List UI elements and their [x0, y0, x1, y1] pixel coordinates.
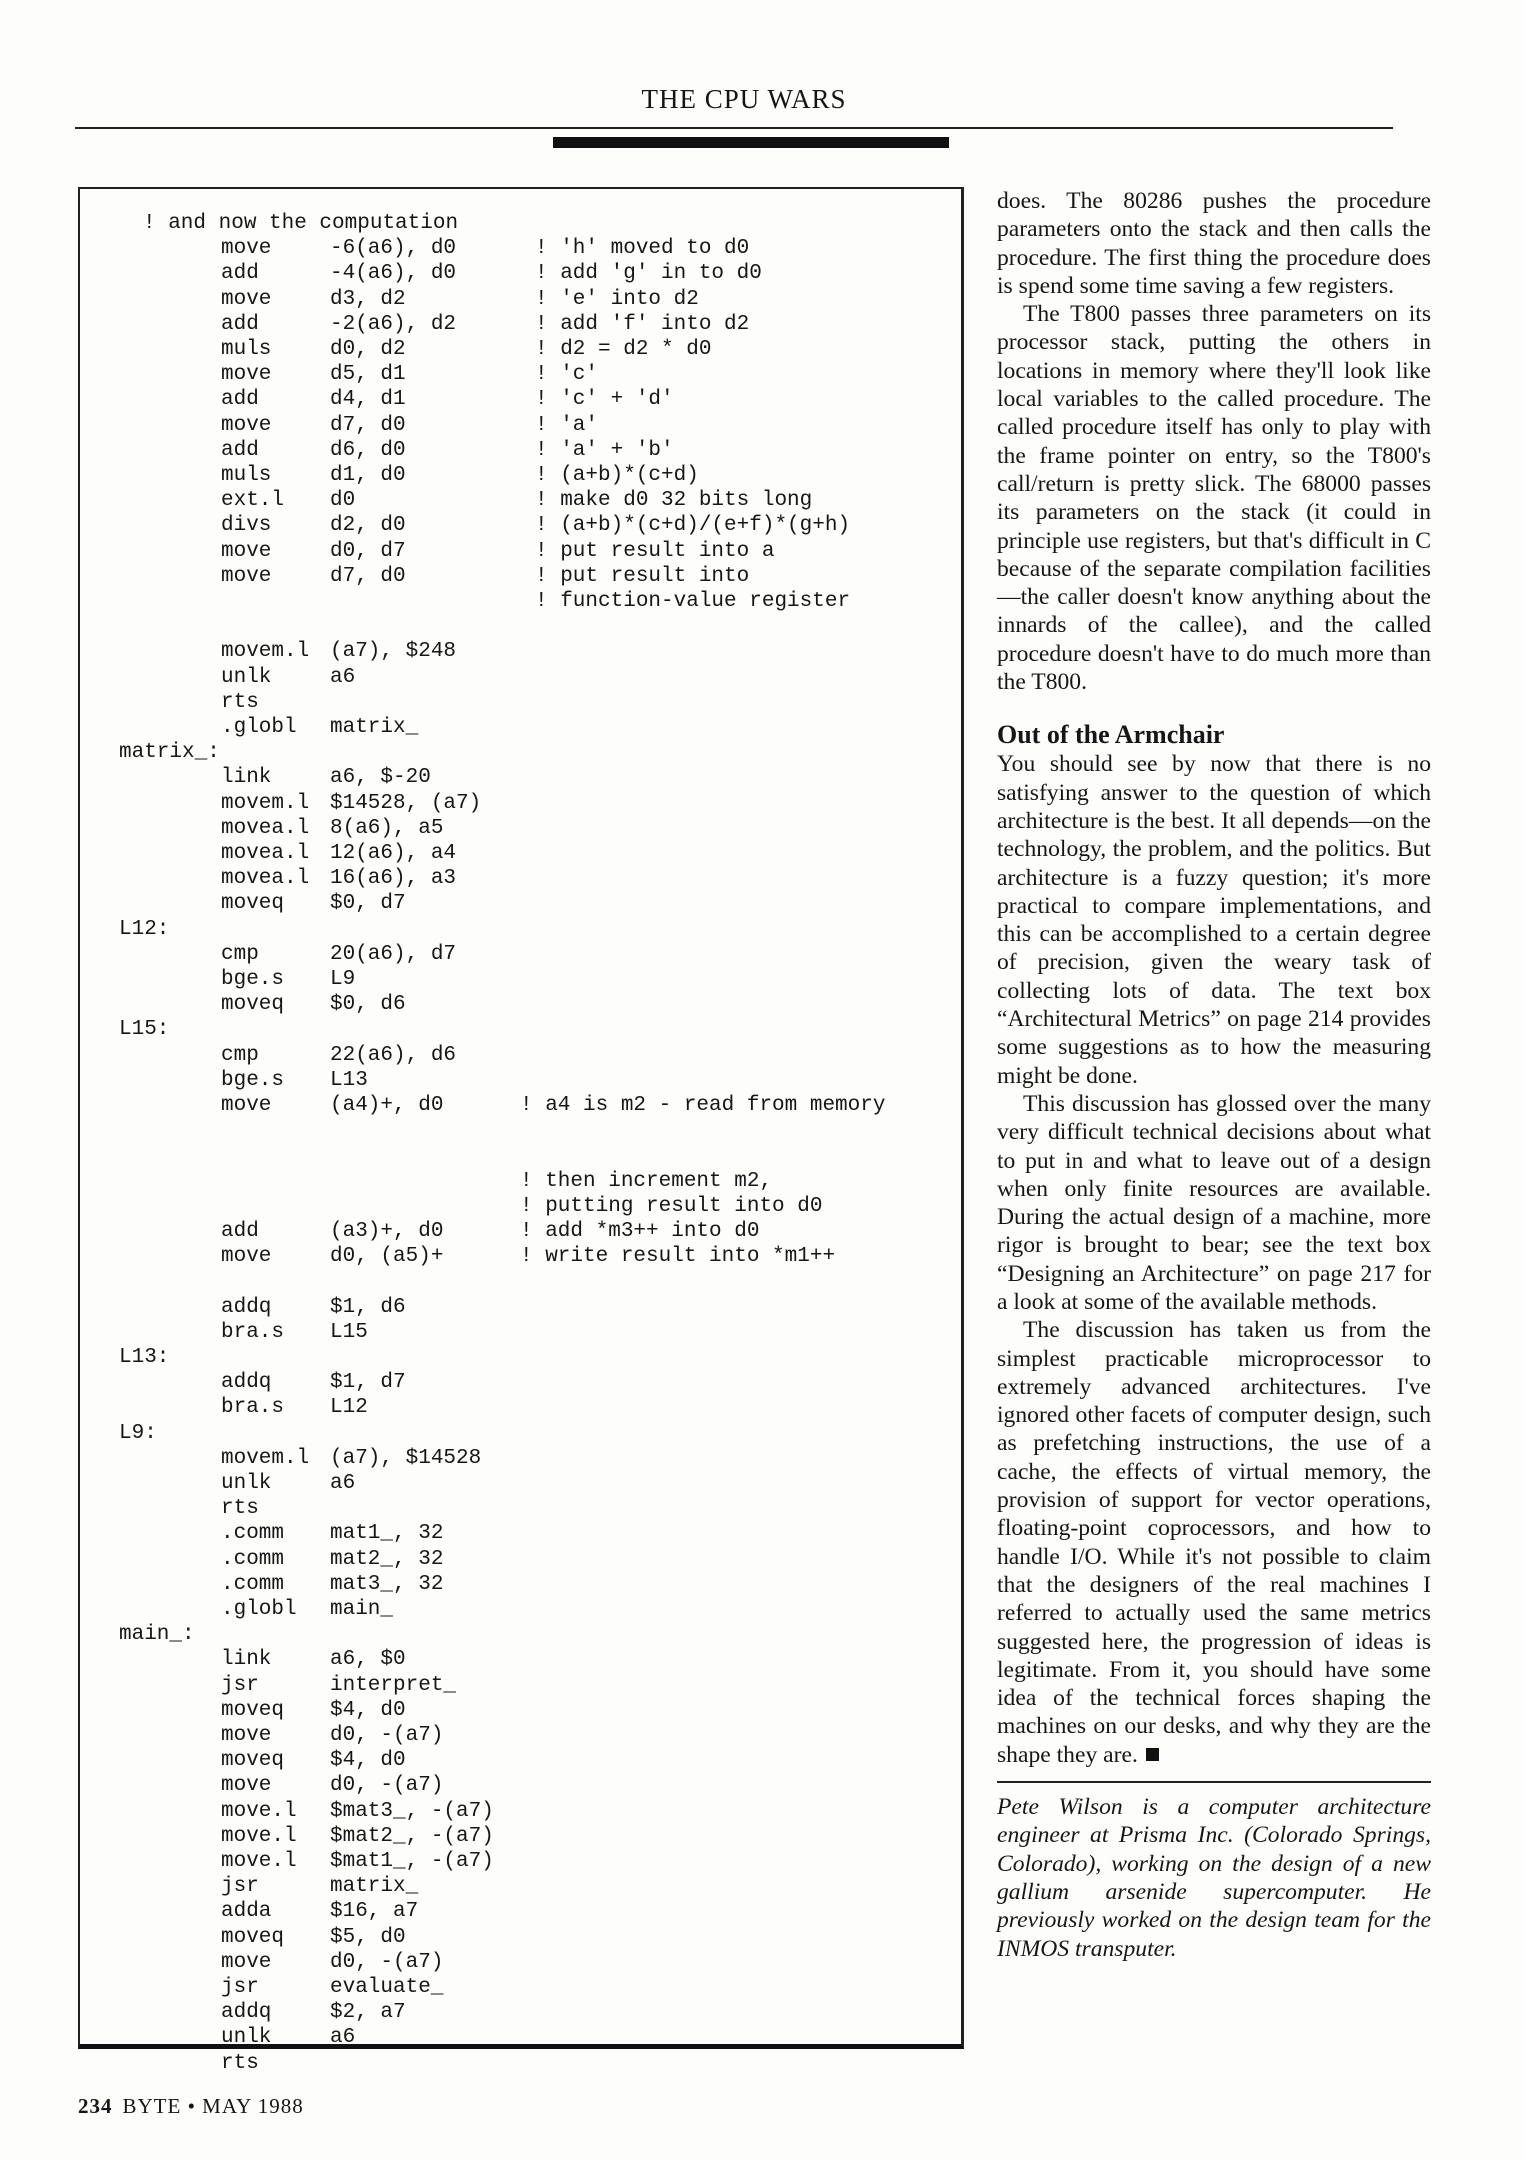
code-operand: matrix_: [330, 716, 419, 739]
code-comment: ! 'h' moved to d0: [535, 237, 750, 261]
article-paragraph: does. The 80286 pushes the procedure parameters onto the stack and then calls the procedure. The first thing the procedure does is spend some time saving a few registers.: [997, 188, 1431, 299]
code-operand: a6: [330, 1472, 356, 1495]
code-label: L9:: [119, 1421, 157, 1445]
code-operand: matrix_: [330, 1875, 419, 1899]
code-opcode: move: [221, 237, 272, 261]
article-paragraph-final: [997, 1316, 1431, 1769]
code-operand: evaluate_: [330, 1976, 444, 1999]
code-operand: $5, d0: [330, 1925, 406, 1949]
code-comment: ! write result into *m1++: [520, 1245, 836, 1269]
code-opcode: moveq: [221, 993, 285, 1017]
code-operand: $14528, (a7): [330, 791, 482, 815]
code-operand: 20(a6), d7: [330, 942, 457, 966]
code-comment: ! function-value register: [535, 590, 851, 613]
code-operand: -2(a6), d2: [330, 312, 457, 336]
code-opcode: .globl: [221, 716, 297, 739]
article-paragraph: You should see by now that there is no satisfying answer to the question of which architecture is the best. It all depends—on the technology, the problem, and the politics. But architecture is a fuzzy question; it's more practical to compare implementations, and this can be accomplished to a certain degree of precision, given the weary task of collecting lots of data. The text box “Architectural Metrics” on page 214 provides some suggestions as to how the measuring might be done.: [997, 751, 1431, 1089]
code-opcode: add: [221, 388, 259, 412]
code-operand: $0, d7: [330, 892, 406, 916]
code-operand: L15: [330, 1320, 368, 1344]
code-opcode: jsr: [221, 1673, 259, 1697]
code-operand: (a3)+, d0: [330, 1220, 444, 1243]
code-operand: d0, -(a7): [330, 1950, 444, 1974]
code-heading-comment: ! and now the computation: [143, 212, 459, 235]
code-opcode: link: [221, 1648, 272, 1672]
code-opcode: move: [221, 1724, 272, 1747]
code-opcode: move.l: [221, 1799, 297, 1823]
code-operand: $mat3_, -(a7): [330, 1799, 494, 1823]
code-opcode: addq: [221, 2001, 272, 2025]
code-operand: d0: [330, 489, 356, 513]
end-of-article-mark: [1146, 1748, 1159, 1761]
code-operand: $mat1_, -(a7): [330, 1850, 494, 1873]
code-operand: (a7), $14528: [330, 1446, 482, 1470]
code-opcode: rts: [221, 690, 259, 714]
code-opcode: moveq: [221, 1925, 285, 1949]
code-opcode: movem.l: [221, 791, 310, 815]
code-operand: L9: [330, 968, 356, 991]
code-comment: ! (a+b)*(c+d)/(e+f)*(g+h): [535, 514, 851, 538]
code-opcode: move: [221, 1774, 272, 1798]
running-head: THE CPU WARS: [641, 84, 847, 114]
code-operand: $2, a7: [330, 2001, 406, 2025]
code-operand: d7, d0: [330, 413, 406, 437]
code-comment: ! then increment m2,: [520, 1169, 773, 1193]
code-opcode: bge.s: [221, 1068, 285, 1092]
code-opcode: moveq: [221, 1749, 285, 1773]
section-subhead: Out of the Armchair: [997, 720, 1225, 750]
code-opcode: unlk: [221, 1472, 272, 1495]
code-operand: a6, $0: [330, 1648, 406, 1672]
author-bio: Pete Wilson is a computer architecture engineer at Prisma Inc. (Colorado Springs, Colorado), working on the design of a new gallium arsenide supercomputer. He previously worked on the design team for the INMOS transputer.: [997, 1794, 1431, 1962]
code-opcode: move: [221, 413, 272, 437]
code-comment: ! add 'f' into d2: [535, 312, 750, 336]
code-opcode: moveq: [221, 892, 285, 916]
code-opcode: movea.l: [221, 867, 310, 891]
code-operand: d0, -(a7): [330, 1774, 444, 1798]
code-opcode: jsr: [221, 1976, 259, 1999]
code-operand: a6, $-20: [330, 766, 431, 790]
code-operand: d6, d0: [330, 438, 406, 462]
code-operand: a6: [330, 2026, 356, 2050]
article-paragraph: The T800 passes three parameters on its processor stack, putting the others in locations in memory where they'll look like local variables to the called procedure. The called procedure itself has only to play with the frame pointer on entry, so the T800's call/return is pretty slick. The 68000 passes its parameters on the stack (it could in principle use registers, but that's difficult in C because of the separate compilation facilities—the caller doesn't know anything about the innards of the callee), and the called procedure doesn't have to do much more than the T800.: [997, 301, 1431, 696]
code-comment: ! put result into a: [535, 539, 775, 563]
code-label: main_:: [119, 1623, 195, 1647]
code-comment: ! 'a': [535, 413, 599, 437]
code-opcode: link: [221, 766, 272, 790]
code-opcode: muls: [221, 464, 272, 487]
code-opcode: add: [221, 262, 259, 286]
code-opcode: bra.s: [221, 1320, 285, 1344]
bio-rule: [997, 1781, 1431, 1783]
code-operand: d5, d1: [330, 363, 406, 387]
code-operand: $0, d6: [330, 993, 406, 1017]
code-comment: ! 'e' into d2: [535, 287, 699, 311]
code-opcode: move: [221, 539, 272, 563]
code-comment: ! putting result into d0: [520, 1194, 823, 1218]
code-operand: d0, (a5)+: [330, 1245, 444, 1269]
code-operand: (a4)+, d0: [330, 1094, 444, 1117]
code-operand: d0, d7: [330, 539, 406, 563]
code-operand: mat2_, 32: [330, 1547, 444, 1571]
code-opcode: move.l: [221, 1850, 297, 1873]
code-operand: d0, d2: [330, 338, 406, 361]
code-listing-box: [78, 187, 964, 2075]
page-number: 234: [78, 2094, 113, 2118]
code-operand: mat3_, 32: [330, 1572, 444, 1596]
publication-info: BYTE • MAY 1988: [122, 2094, 304, 2118]
code-comment: ! 'c': [535, 363, 599, 387]
code-operand: $1, d6: [330, 1295, 406, 1319]
code-opcode: unlk: [221, 2026, 272, 2050]
code-operand: $4, d0: [330, 1698, 406, 1722]
code-opcode: bra.s: [221, 1396, 285, 1420]
code-opcode: .comm: [221, 1547, 285, 1571]
code-operand: interpret_: [330, 1673, 457, 1697]
code-opcode: add: [221, 438, 259, 462]
code-opcode: moveq: [221, 1698, 285, 1722]
code-opcode: addq: [221, 1371, 272, 1395]
code-opcode: adda: [221, 1900, 272, 1924]
code-opcode: divs: [221, 514, 272, 538]
code-opcode: .comm: [221, 1572, 285, 1596]
code-label: matrix_:: [119, 741, 220, 765]
code-operand: d0, -(a7): [330, 1724, 444, 1747]
code-opcode: add: [221, 312, 259, 336]
code-operand: $1, d7: [330, 1371, 406, 1395]
code-comment: ! 'a' + 'b': [535, 438, 674, 462]
code-operand: d1, d0: [330, 464, 406, 487]
code-comment: ! d2 = d2 * d0: [535, 338, 712, 361]
code-opcode: move: [221, 363, 272, 387]
code-operand: L12: [330, 1396, 368, 1420]
code-opcode: cmp: [221, 942, 259, 966]
code-operand: 22(a6), d6: [330, 1043, 457, 1067]
code-operand: d4, d1: [330, 388, 406, 412]
code-opcode: move: [221, 1245, 272, 1269]
code-opcode: .globl: [221, 1598, 297, 1621]
code-operand: L13: [330, 1068, 368, 1092]
code-operand: -4(a6), d0: [330, 262, 457, 286]
code-opcode: move: [221, 1094, 272, 1117]
code-opcode: cmp: [221, 1043, 259, 1067]
code-opcode: move: [221, 1950, 272, 1974]
code-opcode: .comm: [221, 1522, 285, 1546]
code-opcode: movea.l: [221, 842, 310, 865]
code-opcode: movea.l: [221, 816, 310, 840]
code-operand: 8(a6), a5: [330, 816, 444, 840]
code-opcode: jsr: [221, 1875, 259, 1899]
code-operand: -6(a6), d0: [330, 237, 457, 261]
code-label: L15:: [119, 1018, 170, 1042]
code-operand: $4, d0: [330, 1749, 406, 1773]
code-opcode: move: [221, 287, 272, 311]
code-operand: main_: [330, 1598, 394, 1621]
code-comment: ! (a+b)*(c+d): [535, 464, 699, 487]
code-opcode: ext.l: [221, 489, 285, 513]
code-opcode: movem.l: [221, 640, 310, 664]
code-opcode: add: [221, 1220, 259, 1243]
code-comment: ! put result into: [535, 564, 750, 588]
code-opcode: rts: [221, 2051, 259, 2075]
code-comment: ! make d0 32 bits long: [535, 489, 813, 513]
header-accent-bar: [553, 137, 949, 148]
code-label: L12:: [119, 917, 170, 941]
code-opcode: addq: [221, 1295, 272, 1319]
code-operand: mat1_, 32: [330, 1522, 444, 1546]
code-operand: d7, d0: [330, 564, 406, 588]
code-operand: $16, a7: [330, 1900, 419, 1924]
article-paragraph-text: The discussion has taken us from the simplest practicable microprocessor to extremely advanced architectures. I've ignored other facets of computer design, such as prefetching instructions, the use of a cache, the effects of virtual memory, the provision of support for vector operations, floating-point coprocessors, and how to handle I/O. While it's not possible to claim that the designers of the real machines I referred to actually used the same metrics suggested here, the progression of ideas is legitimate. From it, you should have some idea of the technical forces shaping the machines on our desks, and why they are the shape they are.: [997, 1317, 1431, 1768]
code-opcode: move: [221, 564, 272, 588]
code-operand: 16(a6), a3: [330, 867, 457, 891]
code-comment: ! add *m3++ into d0: [520, 1220, 760, 1243]
code-opcode: move.l: [221, 1824, 297, 1848]
code-opcode: unlk: [221, 665, 272, 689]
code-operand: d3, d2: [330, 287, 406, 311]
header-rule: [75, 127, 1393, 129]
code-opcode: movem.l: [221, 1446, 310, 1470]
code-opcode: bge.s: [221, 968, 285, 991]
article-column: [997, 187, 1431, 1963]
article-paragraph: This discussion has glossed over the many very difficult technical decisions about what to put in and what to leave out of a design when only finite resources are available. During the actual design of a machine, more rigor is brought to bear; see the text box “Designing an Architecture” on page 217 for a look at some of the available methods.: [997, 1090, 1431, 1315]
code-operand: $mat2_, -(a7): [330, 1824, 494, 1848]
code-operand: d2, d0: [330, 514, 406, 538]
code-opcode: rts: [221, 1497, 259, 1521]
code-opcode: muls: [221, 338, 272, 361]
code-comment: ! 'c' + 'd': [535, 388, 674, 412]
code-operand: a6: [330, 665, 356, 689]
code-operand: 12(a6), a4: [330, 842, 457, 865]
page-footer: [78, 2094, 304, 2119]
code-comment: ! a4 is m2 - read from memory: [520, 1094, 886, 1117]
code-comment: ! add 'g' in to d0: [535, 262, 762, 286]
code-label: L13:: [119, 1346, 170, 1369]
code-operand: (a7), $248: [330, 640, 457, 664]
